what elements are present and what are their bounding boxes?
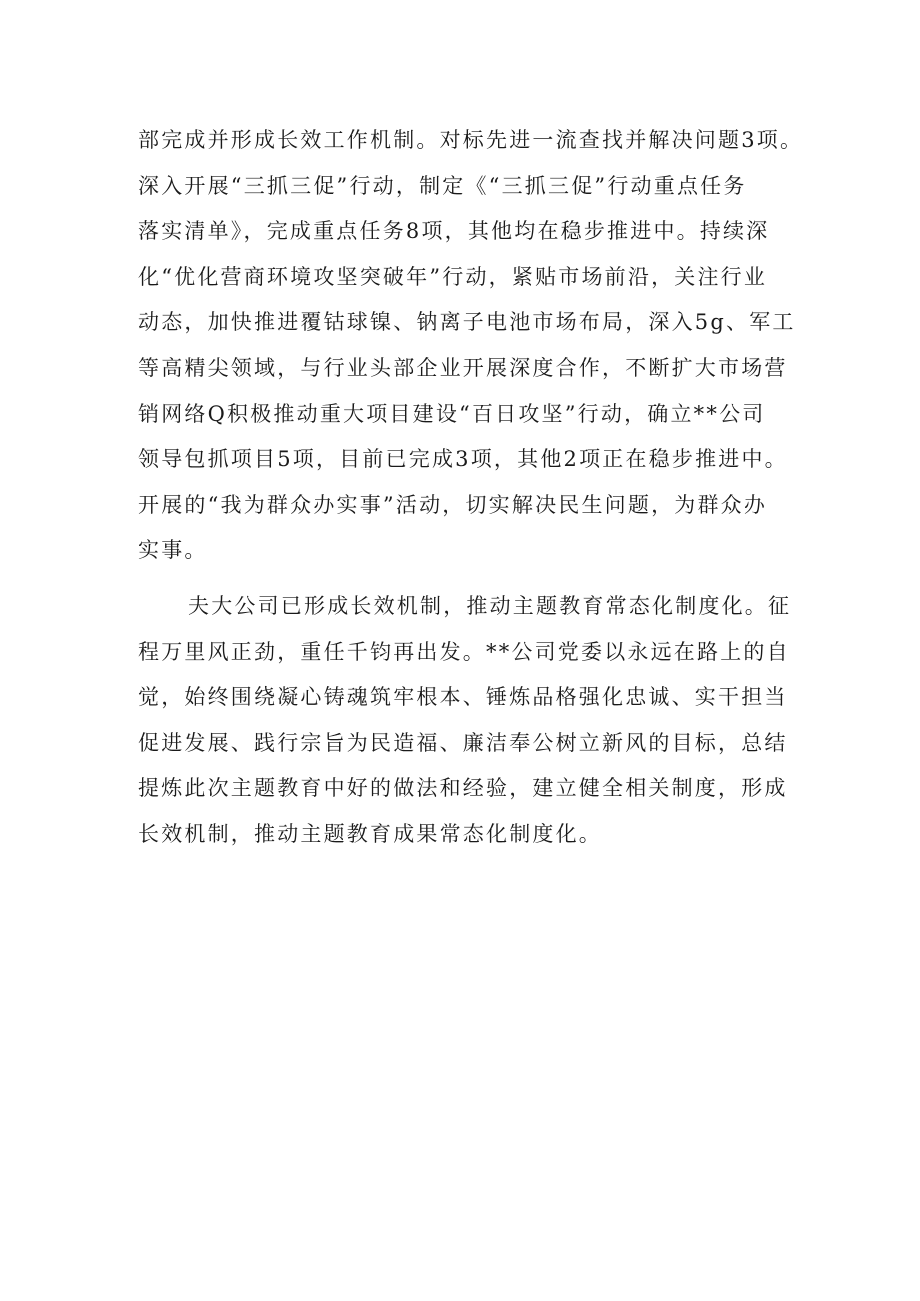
text-line-indented: 夫大公司已形成长效机制，推动主题教育常态化制度化。征 — [188, 593, 792, 618]
text-line: 动态，加快推进覆钴球镍、钠离子电池市场布局，深入5g、军工 — [138, 310, 796, 335]
document-body — [138, 118, 802, 858]
text-line: 程万里风正劲，重任千钧再出发。**公司党委以永远在路上的自 — [138, 639, 790, 664]
text-line: 开展的“我为群众办实事”活动，切实解决民生问题，为群众办 — [138, 492, 768, 517]
text-line: 长效机制，推动主题教育成果常态化制度化。 — [138, 821, 602, 846]
text-line: 领导包抓项目5项，目前已完成3项，其他2项正在稳步推进中。 — [138, 447, 788, 472]
text-line: 等高精尖领域，与行业头部企业开展深度合作，不断扩大市场营 — [138, 355, 788, 380]
text-line: 深入开展“三抓三促”行动，制定《“三抓三促”行动重点任务 — [138, 173, 747, 198]
text-line: 觉，始终围绕凝心铸魂筑牢根本、锤炼品格强化忠诚、实干担当 — [138, 685, 788, 710]
text-line: 落实清单》，完成重点任务8项，其他均在稳步推进中。持续深 — [138, 219, 770, 244]
paragraph-1 — [138, 118, 802, 574]
text-line: 销网络Q积极推动重大项目建设“百日攻坚”行动，确立**公司 — [138, 401, 766, 426]
text-line: 化“优化营商环境攻坚突破年”行动，紧贴市场前沿，关注行业 — [138, 264, 768, 289]
text-line: 实事。 — [138, 538, 208, 563]
text-line: 部完成并形成长效工作机制。对标先进一流查找并解决问题3项。 — [138, 128, 804, 152]
text-line: 提炼此次主题教育中好的做法和经验，建立健全相关制度，形成 — [138, 776, 788, 801]
paragraph-2 — [138, 584, 802, 858]
text-line: 促进发展、践行宗旨为民造福、廉洁奉公树立新风的目标，总结 — [138, 730, 788, 755]
paragraph-spacer — [138, 574, 802, 584]
